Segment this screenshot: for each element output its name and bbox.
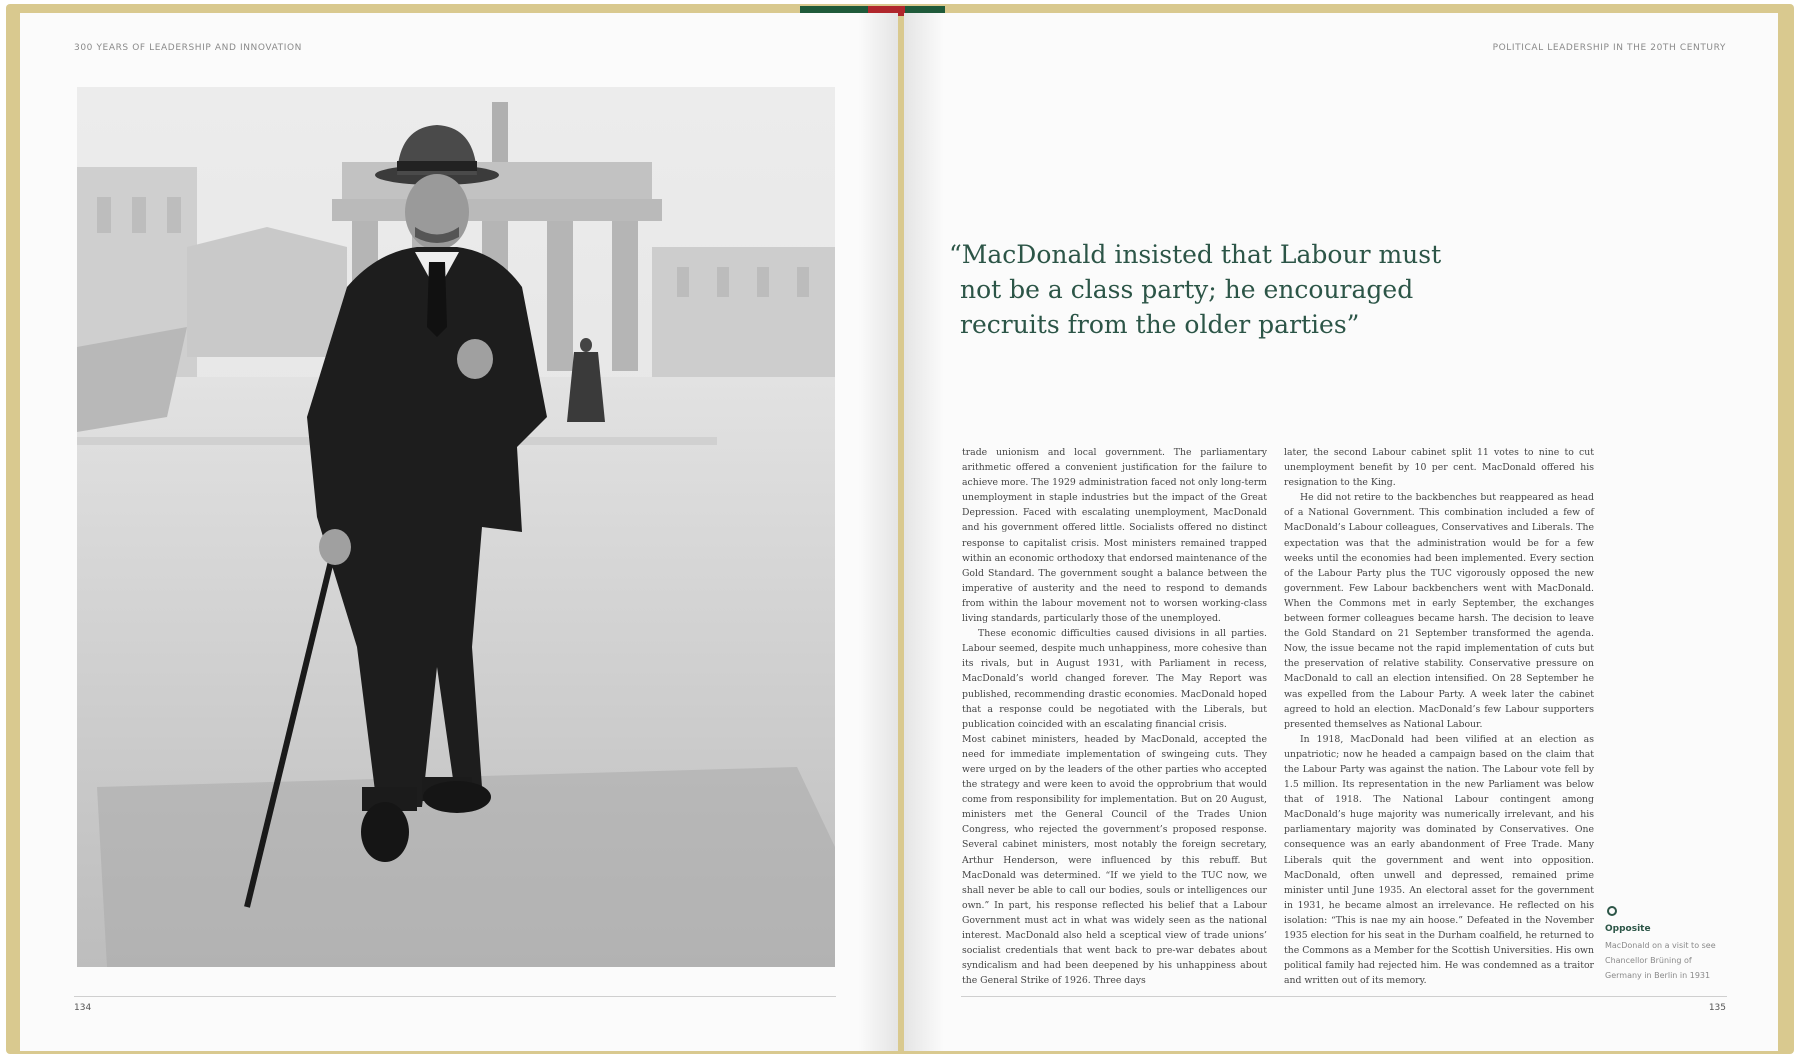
page-number-left: 134 [74,1003,92,1013]
gutter-shadow [858,13,898,1051]
body-column-2 [1284,445,1594,988]
footer-rule [74,996,836,997]
gutter-shadow [904,13,944,1051]
body-column-1 [962,445,1267,988]
macdonald-photograph [77,87,835,967]
body-paragraph: Most cabinet ministers, headed by MacDonald, accepted the need for immediate implementation of swingeing cuts. They were urged on by the leaders of the other parties who accepted the strategy and were keen to avoid the opprobrium that would come from responsibility for implementation. But on 20 August, ministers met the General Council of the Trades Union Congress, who rejected the government’s proposed response. Several cabinet ministers, most notably the foreign secretary, Arthur Henderson, were influenced by this rebuff. But MacDonald was determined. “If we yield to the TUC now, we shall never be able to call our bodies, souls or intelligences our own.” In part, his response reflected his belief that a Labour Government must act in what was widely seen as the national interest. MacDonald also held a sceptical view of trade unions’ socialist credentials that went back to pre-war debates about syndicalism and had been deepened by his unhappiness about the General Strike of 1926. Three days [962,733,1267,987]
pull-quote [949,237,1469,342]
body-paragraph: later, the second Labour cabinet split 11 votes to nine to cut unemployment benefit by 10 per cent. MacDonald offered his resignation to the King. [1284,447,1594,489]
pull-quote-line: recruits from the older parties” [960,310,1360,339]
body-paragraph: These economic difficulties caused divisions in all parties. Labour seemed, despite much unhappiness, more cohesive than its rivals, but in August 1931, with Parliament in recess, MacDonald’s world changed forever. The May Report was published, recommending drastic economies. MacDonald hoped that a response could be negotiated with the Liberals, but publication coincided with an escalating financial crisis. [962,628,1267,730]
page-number-right: 135 [1708,1003,1726,1013]
running-head-left: 300 YEARS OF LEADERSHIP AND INNOVATION [74,43,303,53]
pull-quote-line: not be a class party; he encouraged [960,275,1414,304]
body-paragraph: In 1918, MacDonald had been vilified at an election as unpatriotic; now he headed a campaign based on the claim that the Labour Party was against the nation. The Labour vote fell by 1.5 million. Its representation in the new Parliament was below that of 1918. The National Labour contingent among MacDonald’s huge majority was numerically irrelevant, and his parliamentary majority was dominated by Conservatives. One consequence was an early abandonment of Free Trade. Many Liberals quit the government and went into opposition. MacDonald, often unwell and depressed, remained prime minister until June 1935. An electoral asset for the government in 1931, he became almost an irrelevance. He reflected on his isolation: “This is nae my ain hoose.” Defeated in the November 1935 election for his seat in the Durham coalfield, he returned to the Commons as a Member for the Scottish Universities. His own political family had rejected him. He was condemned as a traitor and written out of its memory. [1284,733,1594,987]
body-paragraph: He did not retire to the backbenches but reappeared as head of a National Government. This combination included a few of MacDonald’s Labour colleagues, Conservatives and Liberals. The expectation was that the administration would be for a few weeks until the economies had been implemented. Every section of the Labour Party plus the TUC vigorously opposed the new government. Few Labour backbenchers went with MacDonald. When the Commons met in early September, the exchanges between former colleagues became harsh. The decision to leave the Gold Standard on 21 September transformed the agenda. Now, the issue became not the rapid implementation of cuts but the preservation of relative stability. Conservative pressure on MacDonald to call an election intensified. On 28 September he was expelled from the Labour Party. A week later the cabinet agreed to hold an election. MacDonald’s few Labour supporters presented themselves as National Labour. [1284,492,1594,730]
running-head-right: POLITICAL LEADERSHIP IN THE 20TH CENTURY [1492,43,1726,53]
pull-quote-line: “MacDonald insisted that Labour must [949,240,1442,269]
caption-title: Opposite [1605,924,1651,934]
footer-rule [961,996,1727,997]
caption-text: MacDonald on a visit to see Chancellor Brüning of Germany in Berlin in 1931 [1605,941,1716,980]
caption-marker-icon [1607,906,1617,916]
body-paragraph: trade unionism and local government. The parliamentary arithmetic offered a convenient justification for the failure to achieve more. The 1929 administration faced not only long-term unemployment in staple industries but the impact of the Great Depression. Faced with escalating unemployment, MacDonald and his government offered little. Socialists offered no distinct response to capitalist crisis. Most ministers remained trapped within an economic orthodoxy that endorsed maintenance of the Gold Standard. The government sought a balance between the imperative of austerity and the need to respond to demands from within the labour movement not to worsen working-class living standards, particularly those of the unemployed. [962,447,1267,625]
right-page [904,13,1778,1051]
left-page [20,13,898,1051]
